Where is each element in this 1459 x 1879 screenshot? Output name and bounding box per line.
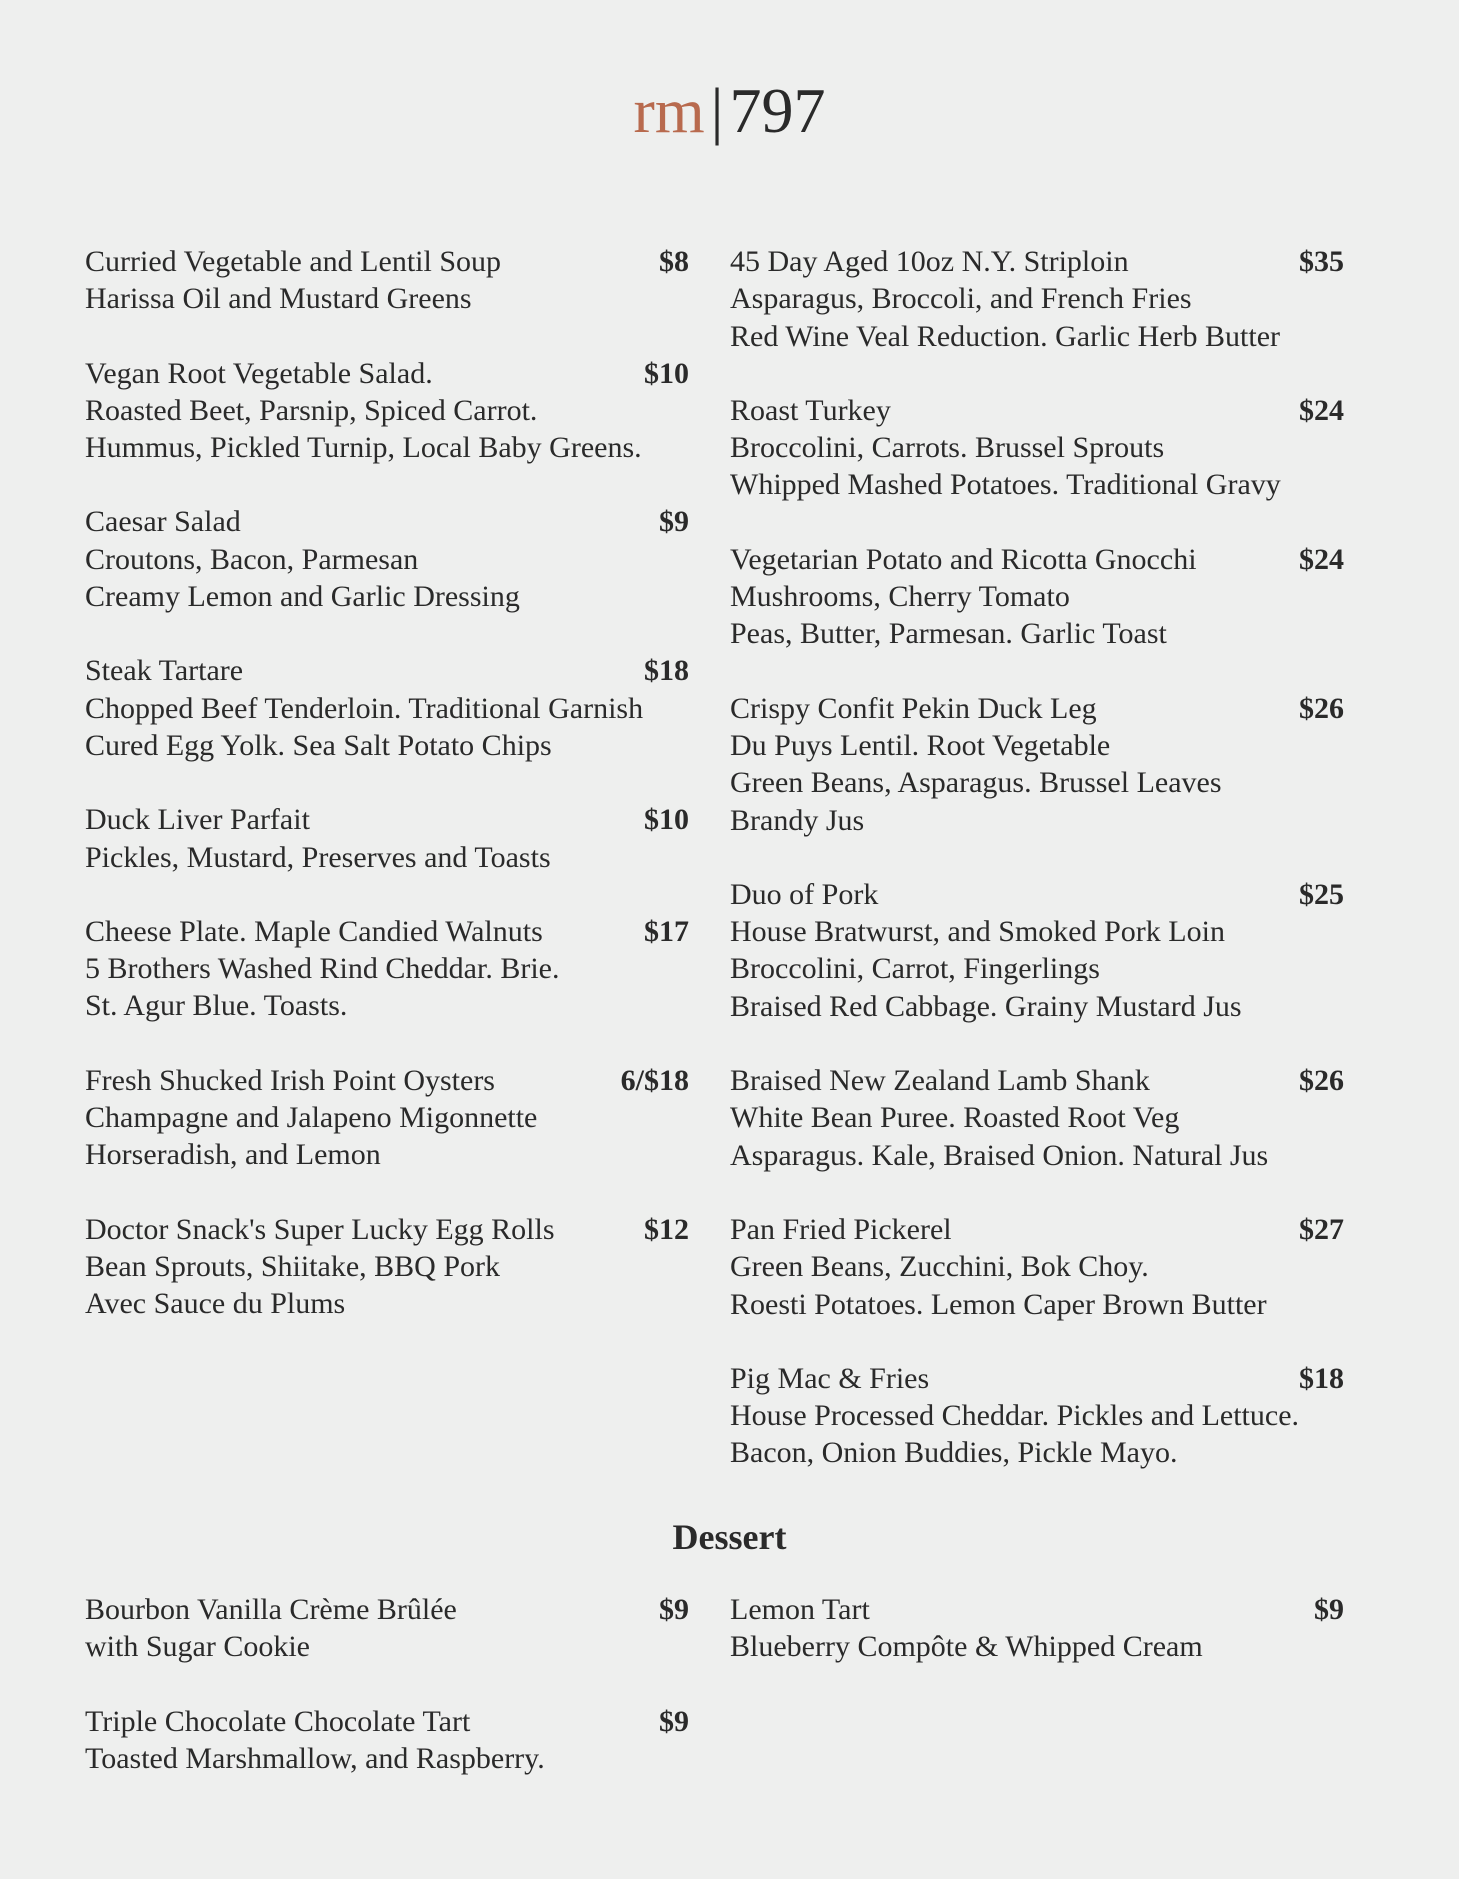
- menu-item-header: [730, 876, 1344, 913]
- menu-item-header: [85, 1062, 689, 1099]
- dessert-right-column: [730, 1591, 1344, 1703]
- dessert-heading: Dessert: [672, 1517, 787, 1557]
- menu-item-description: Champagne and Jalapeno Migonnette: [85, 1101, 538, 1135]
- menu-item-header: [730, 392, 1344, 429]
- menu-item-header: [85, 503, 689, 540]
- menu-item-price: $9: [659, 1704, 689, 1738]
- menu-item-price: $25: [1299, 877, 1344, 911]
- menu-item-description: Avec Sauce du Plums: [85, 1287, 346, 1321]
- menu-item-header: [85, 243, 689, 280]
- menu-item: [730, 1062, 1344, 1174]
- menu-item-price: $26: [1299, 1064, 1344, 1098]
- menu-item-price: $18: [1299, 1361, 1344, 1395]
- menu-item-description: 5 Brothers Washed Rind Cheddar. Brie.: [85, 952, 560, 986]
- menu-item-name: Bourbon Vanilla Crème Brûlée: [85, 1593, 457, 1626]
- menu-item-price: $17: [644, 914, 689, 948]
- menu-item-description: Broccolini, Carrots. Brussel Sprouts: [730, 431, 1165, 465]
- menu-item-description: Bacon, Onion Buddies, Pickle Mayo.: [730, 1436, 1178, 1470]
- menu-item: [85, 503, 689, 615]
- menu-item-description: Toasted Marshmallow, and Raspberry.: [85, 1741, 545, 1775]
- menu-item-price: $10: [644, 803, 689, 837]
- menu-item-header: [85, 1591, 689, 1628]
- menu-item-price: 6/$18: [620, 1063, 689, 1097]
- menu-item-header: [85, 1211, 689, 1248]
- menu-item-header: [85, 801, 689, 838]
- menu-item: [730, 1211, 1344, 1323]
- menu-item-description: Harissa Oil and Mustard Greens: [85, 282, 472, 316]
- menu-item: [730, 392, 1344, 504]
- dessert-left-column: [85, 1591, 689, 1814]
- menu-item-name: 45 Day Aged 10oz N.Y. Striploin: [730, 245, 1129, 278]
- menu-item-name: Crispy Confit Pekin Duck Leg: [730, 691, 1097, 725]
- menu-item-price: $9: [659, 1593, 689, 1626]
- menu-item-name: Cheese Plate. Maple Candied Walnuts: [85, 914, 543, 948]
- menu-item: [85, 1703, 689, 1778]
- menu-item-description: House Bratwurst, and Smoked Pork Loin: [730, 915, 1225, 949]
- restaurant-title: [0, 66, 1459, 156]
- menu-item-price: $24: [1299, 393, 1344, 427]
- menu-item-description: Bean Sprouts, Shiitake, BBQ Pork: [85, 1249, 501, 1283]
- menu-item-description: Brandy Jus: [730, 803, 865, 837]
- menu-item-price: $24: [1299, 542, 1344, 576]
- menu-item-name: Pig Mac & Fries: [730, 1361, 930, 1395]
- menu-item-header: [730, 1360, 1344, 1397]
- menu-item-name: Vegetarian Potato and Ricotta Gnocchi: [730, 542, 1197, 576]
- menu-item-description: Peas, Butter, Parmesan. Garlic Toast: [730, 617, 1167, 651]
- menu-item-description: Pickles, Mustard, Preserves and Toasts: [85, 840, 551, 874]
- menu-item-description: White Bean Puree. Roasted Root Veg: [730, 1101, 1180, 1135]
- menu-item: [85, 243, 689, 318]
- menu-item-name: Braised New Zealand Lamb Shank: [730, 1064, 1150, 1098]
- menu-item-description: Blueberry Compôte & Whipped Cream: [730, 1630, 1203, 1664]
- menu-item: [85, 652, 689, 764]
- menu-item-description: Roesti Potatoes. Lemon Caper Brown Butter: [730, 1287, 1267, 1321]
- menu-item-description: Hummus, Pickled Turnip, Local Baby Greens.: [85, 431, 642, 465]
- menu-item-description: Roasted Beet, Parsnip, Spiced Carrot.: [85, 393, 538, 427]
- menu-item-header: [730, 1062, 1344, 1099]
- menu-item-price: $9: [659, 505, 689, 539]
- menu-item: [730, 1360, 1344, 1472]
- menu-item-description: Green Beans, Zucchini, Bok Choy.: [730, 1250, 1149, 1284]
- menu-item: [730, 690, 1344, 839]
- menu-item: [730, 876, 1344, 1025]
- menu-item-name: Doctor Snack's Super Lucky Egg Rolls: [85, 1212, 555, 1246]
- menu-item-description: Horseradish, and Lemon: [85, 1138, 381, 1172]
- menu-item-name: Roast Turkey: [730, 393, 891, 427]
- menu-item-price: $35: [1299, 245, 1344, 278]
- menu-item-name: Fresh Shucked Irish Point Oysters: [85, 1063, 495, 1097]
- menu-item-name: Triple Chocolate Chocolate Tart: [85, 1704, 471, 1738]
- menu-item-name: Curried Vegetable and Lentil Soup: [85, 245, 502, 278]
- menu-item-header: [730, 1591, 1344, 1628]
- menu-item-price: $8: [659, 245, 689, 278]
- menu-item-name: Duck Liver Parfait: [85, 803, 310, 837]
- menu-item-header: [730, 243, 1344, 280]
- menu-item-description: Creamy Lemon and Garlic Dressing: [85, 580, 520, 614]
- menu-item-description: Asparagus. Kale, Braised Onion. Natural Jus: [730, 1138, 1269, 1172]
- menu-item: [85, 801, 689, 876]
- menu-item-name: Steak Tartare: [85, 654, 244, 688]
- menu-item-name: Pan Fried Pickerel: [730, 1212, 952, 1246]
- brand-number: 797: [729, 75, 826, 146]
- menu-item-description: Asparagus, Broccoli, and French Fries: [730, 282, 1192, 316]
- menu-item: [85, 913, 689, 1025]
- menu-item-name: Lemon Tart: [730, 1593, 870, 1626]
- menu-item-price: $10: [644, 356, 689, 390]
- menu-item-description: Cured Egg Yolk. Sea Salt Potato Chips: [85, 728, 552, 762]
- menu-item-header: [730, 541, 1344, 578]
- menu-item-header: [85, 355, 689, 392]
- menu-item-description: Chopped Beef Tenderloin. Traditional Garnish: [85, 691, 644, 725]
- menu-item-price: $18: [644, 654, 689, 688]
- menu-item-description: with Sugar Cookie: [85, 1630, 310, 1664]
- menu-item: [730, 1591, 1344, 1666]
- menu-item-price: $26: [1299, 691, 1344, 725]
- menu-item: [85, 1211, 689, 1323]
- menu-item-description: Braised Red Cabbage. Grainy Mustard Jus: [730, 989, 1242, 1023]
- menu-item-name: Vegan Root Vegetable Salad.: [85, 356, 433, 390]
- menu-item-header: [85, 652, 689, 689]
- menu-item-description: St. Agur Blue. Toasts.: [85, 989, 348, 1023]
- menu-item-name: Caesar Salad: [85, 505, 241, 539]
- brand-separator: |: [710, 75, 724, 146]
- menu-item: [85, 1062, 689, 1174]
- menu-item-price: $12: [644, 1212, 689, 1246]
- menu-item-name: Duo of Pork: [730, 877, 879, 911]
- mains-right-column: [730, 243, 1344, 1509]
- menu-item-price: $27: [1299, 1212, 1344, 1246]
- menu-item-description: House Processed Cheddar. Pickles and Lettuce.: [730, 1399, 1300, 1433]
- menu-item-description: Broccolini, Carrot, Fingerlings: [730, 952, 1100, 986]
- menu-item-header: [730, 1211, 1344, 1248]
- menu-item-header: [85, 913, 689, 950]
- brand-rm: rm: [633, 75, 705, 146]
- menu-item-price: $9: [1314, 1593, 1344, 1626]
- menu-item-description: Du Puys Lentil. Root Vegetable: [730, 728, 1111, 762]
- menu-item-header: [85, 1703, 689, 1740]
- menu-item: [730, 541, 1344, 653]
- menu-item: [85, 355, 689, 467]
- menu-item: [85, 1591, 689, 1666]
- menu-item-header: [730, 690, 1344, 727]
- mains-left-column: [85, 243, 689, 1360]
- menu-item: [730, 243, 1344, 355]
- menu-item-description: Green Beans, Asparagus. Brussel Leaves: [730, 766, 1222, 800]
- menu-item-description: Red Wine Veal Reduction. Garlic Herb Butter: [730, 319, 1281, 353]
- menu-item-description: Croutons, Bacon, Parmesan: [85, 542, 419, 576]
- menu-item-description: Whipped Mashed Potatoes. Traditional Gravy: [730, 468, 1281, 502]
- menu-item-description: Mushrooms, Cherry Tomato: [730, 580, 1070, 614]
